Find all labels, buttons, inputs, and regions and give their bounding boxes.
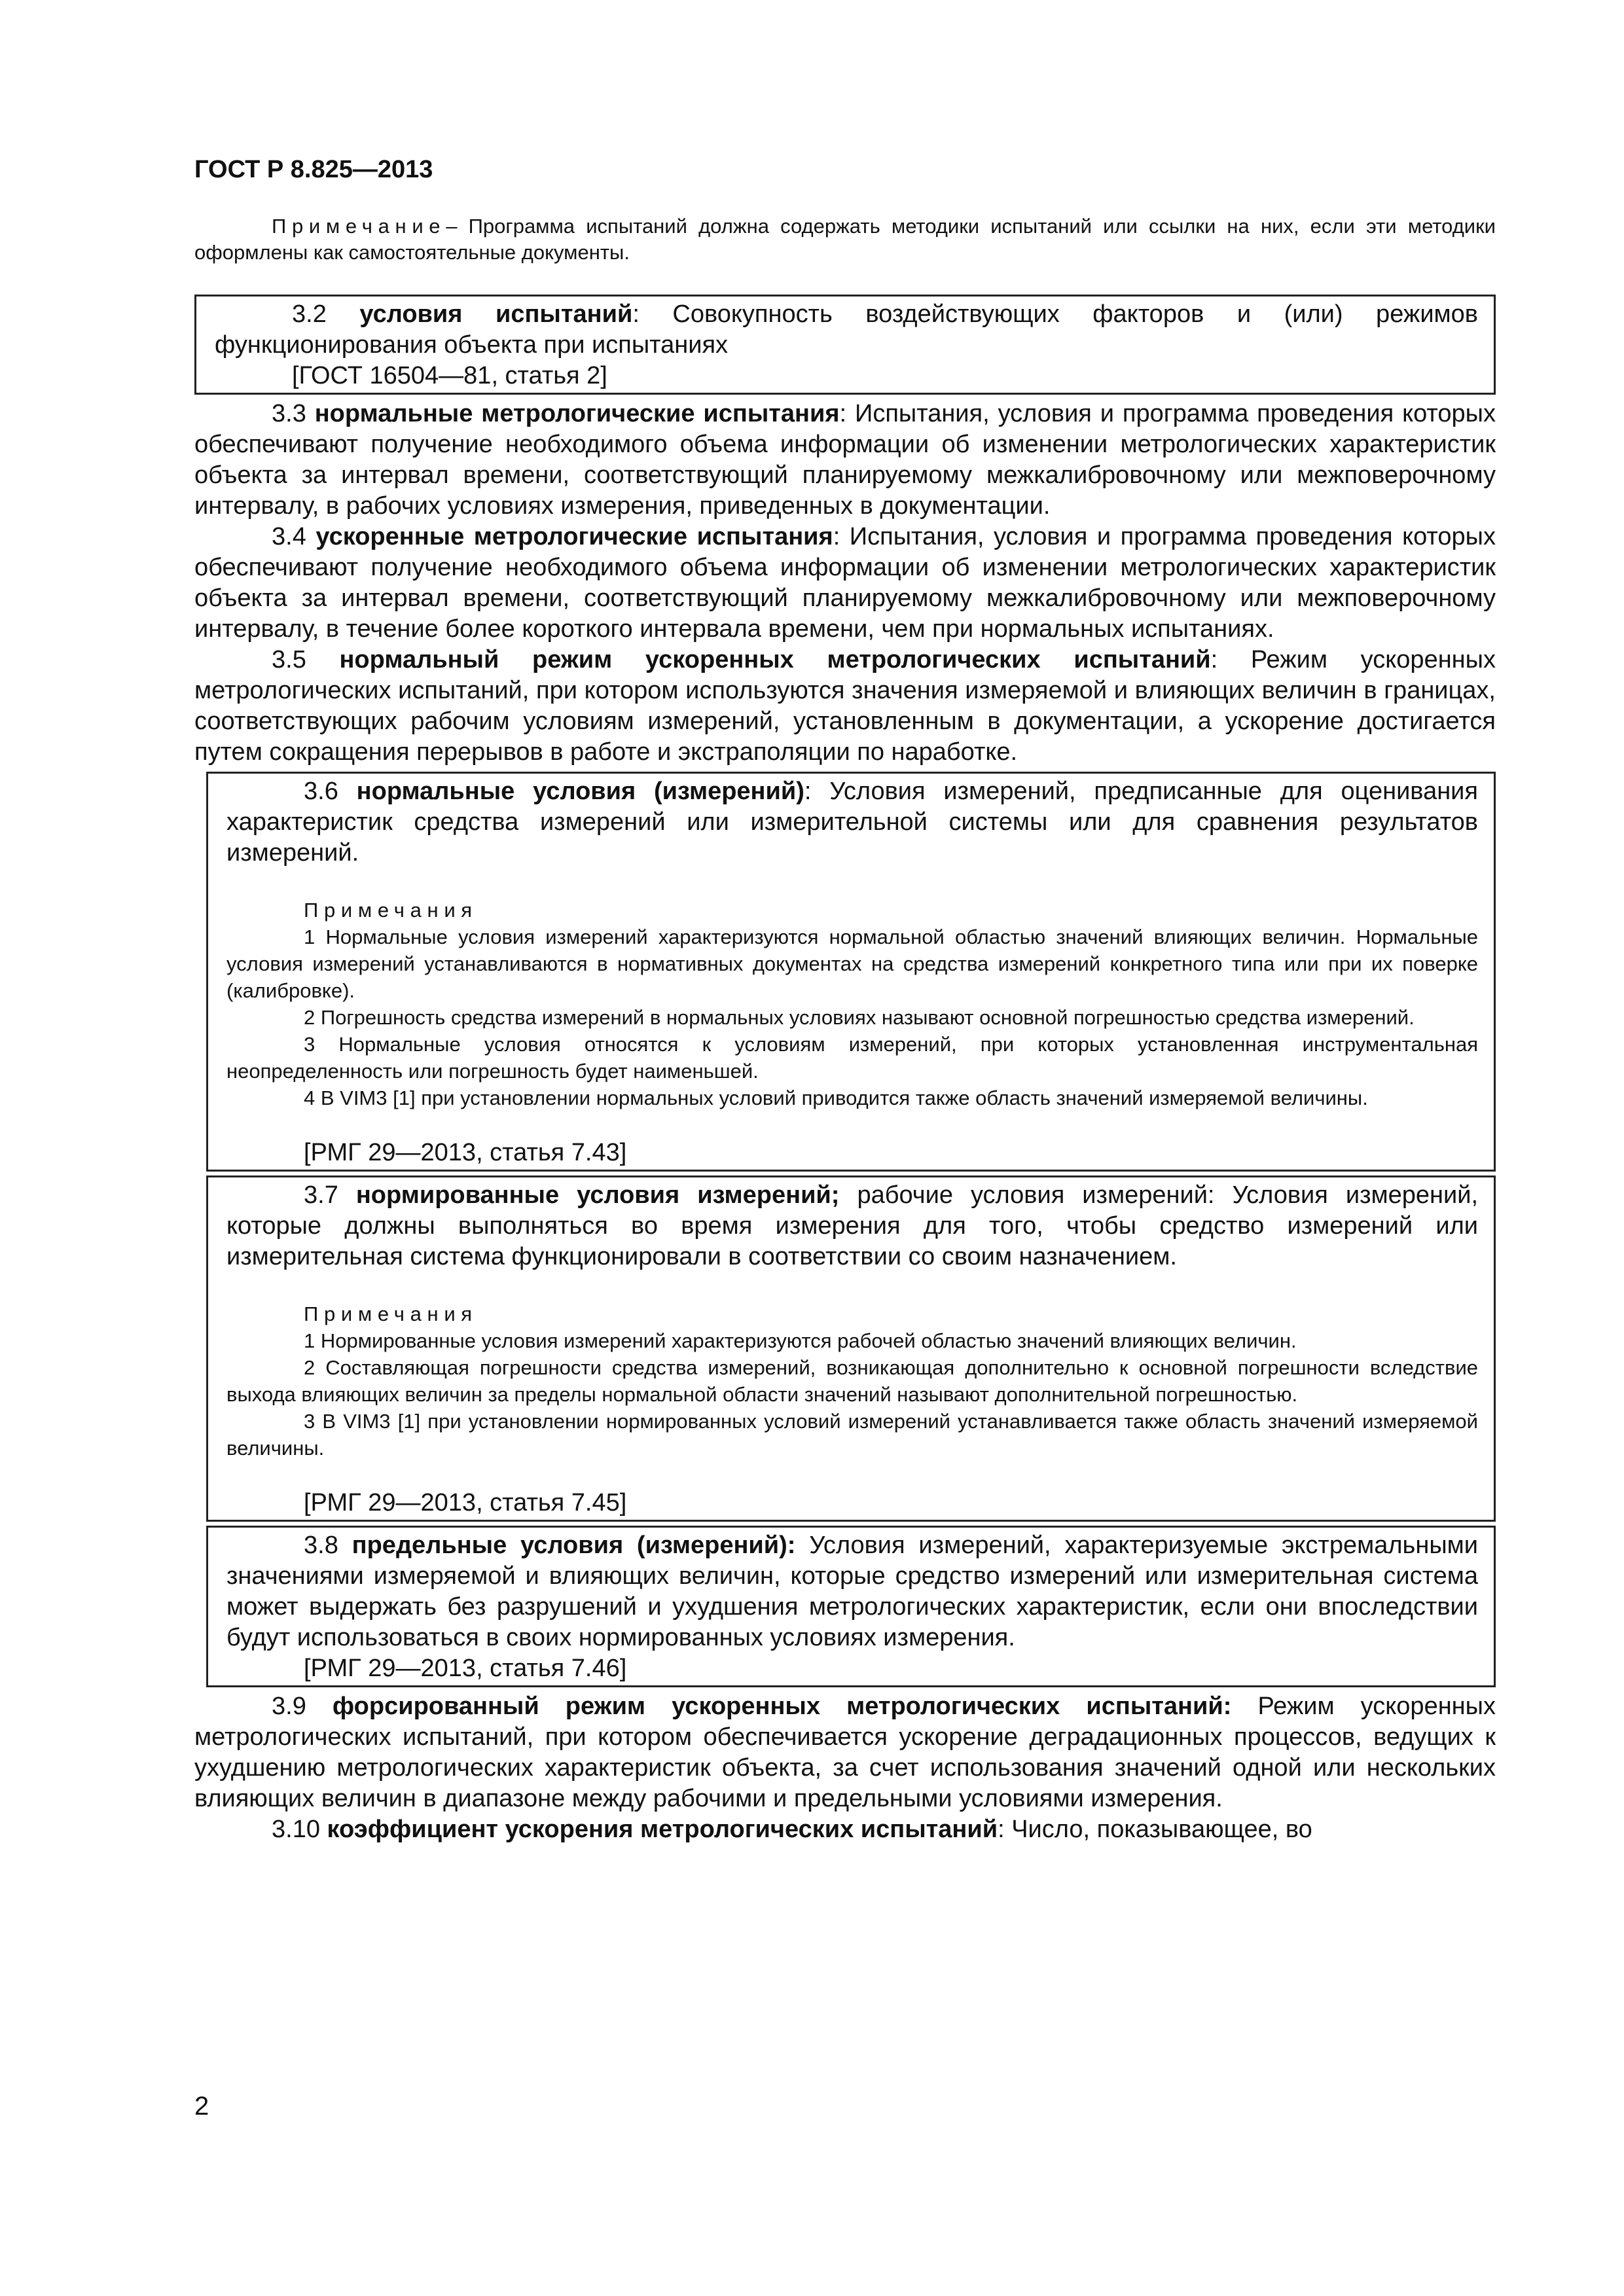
term-definition: Условия измерений, характеризуемые экстремальными значениями измеряемой и влияющих величин, которые средство измерений или измерительная система может выдержать без разрушений и ухудшения метрологических характеристик, если они впоследствии будут использоваться в своих нормированных условиях измерения.	[226, 1532, 1478, 1651]
term-title: ускоренные метрологические испытания	[316, 523, 833, 550]
note-text: – Программа испытаний должна содержать методики испытаний или ссылки на них, если эти методики оформлены как самостоятельные документы.	[194, 215, 1496, 264]
term-3-7	[226, 1180, 1478, 1272]
term-title: предельные условия (измерений):	[352, 1532, 796, 1559]
term-definition: : Число, показывающее, во	[998, 1816, 1312, 1843]
term-definition: : Условия измерений, предписанные для оценивания характеристик средства измерений или измерительной системы или для сравнения результатов измерений.	[226, 778, 1478, 867]
note-item: 1 Нормальные условия измерений характеризуются нормальной областью значений влияющих величин. Нормальные условия измерений устанавливаются в нормативных документах на средства измерений конкретного типа или при их поверке (калибровке).	[226, 925, 1478, 1002]
term-source: [РМГ 29—2013, статья 7.45]	[304, 1489, 627, 1516]
term-number: 3.4	[272, 523, 316, 550]
term-3-2	[215, 299, 1478, 361]
note-label: Примечание	[272, 215, 446, 238]
term-source: [РМГ 29—2013, статья 7.43]	[304, 1139, 627, 1166]
note-item: 3 Нормальные условия относятся к условиям измерений, при которых установленная инструментальная неопределенность или погрешность будет наименьшей.	[226, 1033, 1478, 1083]
note-item: 1 Нормированные условия измерений характеризуются рабочей областью значений влияющих величин.	[304, 1329, 1297, 1352]
term-number: 3.6	[304, 778, 357, 805]
page-number: 2	[194, 2092, 209, 2121]
term-number: 3.8	[304, 1532, 352, 1559]
top-note	[194, 213, 1496, 266]
term-number: 3.9	[272, 1693, 333, 1720]
term-definition: : Испытания, условия и программа проведения которых обеспечивают получение необходимого объема информации об изменении метрологических характеристик объекта за интервал времени, соответствующий планируемому межкалибровочному или межповерочному интервалу, в течение более короткого интервала времени, чем при нормальных испытаниях.	[194, 523, 1496, 643]
term-definition: : Испытания, условия и программа проведения которых обеспечивают получение необходимого объема информации об изменении метрологических характеристик объекта за интервал времени, соответствующий планируемому межкалибровочному или межповерочному интервалу, в рабочих условиях измерения, приведенных в документации.	[194, 400, 1496, 520]
document-header: ГОСТ Р 8.825—2013	[194, 156, 433, 183]
term-title: нормальные условия (измерений)	[356, 778, 804, 805]
term-title: нормальный режим ускоренных метрологических испытаний	[339, 646, 1211, 673]
term-box-3-6	[206, 772, 1496, 1172]
term-box-3-2	[194, 295, 1496, 395]
term-title: нормированные условия измерений;	[355, 1181, 840, 1209]
note-item: 4 В VIM3 [1] при установлении нормальных условий приводится также область значений измеряемой величины.	[304, 1086, 1368, 1109]
term-title: коэффициент ускорения метрологических испытаний	[327, 1816, 998, 1843]
term-3-3	[194, 399, 1496, 522]
term-definition: : Режим ускоренных метрологических испытаний, при котором используются значения измеряемой и влияющих величин в границах, соответствующих рабочим условиям измерений, установленным в документации, а ускорение достигается путем сокращения перерывов в работе и экстраполяции по наработке.	[194, 646, 1496, 766]
term-3-4	[194, 522, 1496, 645]
term-definition: : Совокупность воздействующих факторов и (или) режимов функционирования объекта при испытаниях	[215, 300, 1478, 359]
note-item: 2 Составляющая погрешности средства измерений, возникающая дополнительно к основной погрешности вследствие выхода влияющих величин за пределы нормальной области значений называют дополнительной погрешностью.	[226, 1356, 1478, 1406]
term-definition: рабочие условия измерений: Условия измерений, которые должны выполняться во время измерения для того, чтобы средство измерений или измерительная система функционировали в соответствии со своим назначением.	[226, 1181, 1479, 1270]
term-3-9	[194, 1691, 1496, 1814]
term-box-3-7	[206, 1175, 1496, 1522]
term-title: условия испытаний	[359, 300, 633, 328]
term-number: 3.3	[272, 400, 315, 427]
term-number: 3.2	[292, 300, 360, 328]
document-body	[194, 213, 1496, 1845]
term-source: [РМГ 29—2013, статья 7.46]	[304, 1655, 627, 1682]
notes-heading: Примечания	[304, 1302, 478, 1325]
term-title: форсированный режим ускоренных метрологических испытаний:	[332, 1693, 1232, 1720]
term-definition: Режим ускоренных метрологических испытаний, при котором обеспечивается ускорение деградационных процессов, ведущих к ухудшению метрологических характеристик объекта, за счет использования значений одной или нескольких влияющих величин в диапазоне между рабочими и предельными условиями измерения.	[194, 1693, 1496, 1812]
term-3-10	[194, 1814, 1496, 1845]
term-title: нормальные метрологические испытания	[314, 400, 840, 427]
term-source: [ГОСТ 16504—81, статья 2]	[292, 362, 607, 389]
term-number: 3.5	[272, 646, 340, 673]
term-box-3-8	[206, 1526, 1496, 1687]
term-3-5	[194, 645, 1496, 768]
term-number: 3.10	[272, 1816, 327, 1843]
term-number: 3.7	[304, 1181, 356, 1209]
term-3-6	[226, 776, 1478, 869]
term-3-8	[226, 1530, 1478, 1653]
notes-heading: Примечания	[304, 899, 478, 922]
note-item: 2 Погрешность средства измерений в нормальных условиях называют основной погрешностью средства измерений.	[304, 1006, 1415, 1029]
note-item: 3 В VIM3 [1] при установлении нормированных условий измерений устанавливается также область значений измеряемой величины.	[226, 1410, 1478, 1460]
